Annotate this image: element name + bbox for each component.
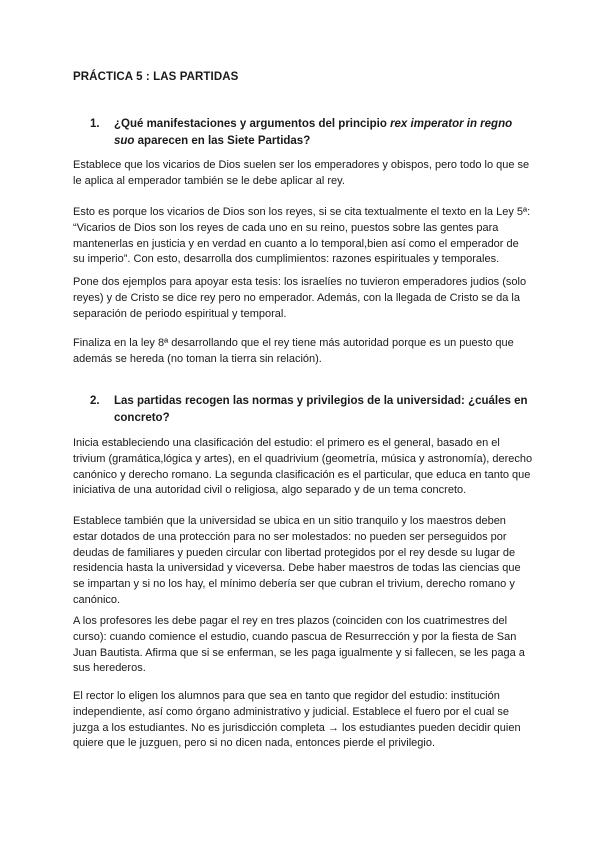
question-2-text: Las partidas recogen las normas y privilegios de la universidad: ¿cuáles en concreto? <box>114 395 528 424</box>
question-1-number: 1. <box>90 118 100 130</box>
question-1-heading <box>90 116 530 150</box>
q2-paragraph-2: Establece también que la universidad se ubica en un sitio tranquilo y los maestros deben estar dotados de una protección para no ser molestados: no pueden ser perseguidos por deudas de familiares y pueden circular con libertad protegidos por el rey desde su lugar de residencia hasta la universidad y viceversa. Debe haber maestros de todas las ciencias que se impartan y si no los hay, el mínimo debería ser que cubran el trivium, derecho romano y canónico. <box>73 515 521 606</box>
question-2-number: 2. <box>90 395 100 407</box>
document-title: PRÁCTICA 5 : LAS PARTIDAS <box>73 71 239 83</box>
question-1-latin-phrase: rex imperator in regno suo <box>114 118 513 147</box>
q2-paragraph-3: A los profesores les debe pagar el rey en tres plazos (coinciden con los cuatrimestres del curso): cuando comience el estudio, cuando pascua de Resurrección y por la fiesta de San Juan Bautista. Afirma que si se enferman, se les paga igualmente y si fallecen, se les paga a sus herederos. <box>73 615 525 675</box>
q1-paragraph-2: Esto es porque los vicarios de Dios son los reyes, si se cita textualmente el texto en la Ley 5ª: “Vicarios de Dios son los reyes de cada uno en su reino, puestos sobre las gentes para mantenerlas en justicia y en verdad en cuanto a lo temporal,bien así como el emperador de su imperio”. Con esto, desarrolla dos cumplimientos: razones espirituales y temporales. <box>73 206 531 266</box>
q1-paragraph-1: Establece que los vicarios de Dios suelen ser los emperadores y obispos, pero todo lo que se le aplica al emperador también se le debe aplicar al rey. <box>73 159 530 187</box>
question-2-heading <box>90 393 530 427</box>
q2-paragraph-4: El rector lo eligen los alumnos para que sea en tanto que regidor del estudio: institución independiente, así como órgano administrativo y judicial. Establece el fuero por el cual se juzga a los estudiantes. No es jurisdicción completa → los estudiantes pueden decidir quien quiere que le juzguen, pero si no dicen nada, entonces pierde el privilegio. <box>73 690 521 750</box>
q1-paragraph-4: Finaliza en la ley 8ª desarrollando que el rey tiene más autoridad porque es un puesto que además se hereda (no toman la tierra sin relación). <box>73 337 514 365</box>
question-1-text: ¿Qué manifestaciones y argumentos del principio rex imperator in regno suo aparecen en las Siete Partidas? <box>114 118 513 147</box>
q1-paragraph-3: Pone dos ejemplos para apoyar esta tesis: los israelíes no tuvieron emperadores judios (solo reyes) y de Cristo se dice rey pero no emperador. Además, con la llegada de Cristo se da la separación de periodo espiritual y temporal. <box>73 276 527 320</box>
q2-paragraph-1: Inicia estableciendo una clasificación del estudio: el primero es el general, basado en el trivium (gramática,lógica y artes), en el quadrivium (geometría, música y astronomía), derecho canónico y derecho romano. La segunda clasificación es el particular, que educa en tanto que iniciativa de una autoridad civil o religiosa, algo separado y de un tema concreto. <box>73 437 533 497</box>
